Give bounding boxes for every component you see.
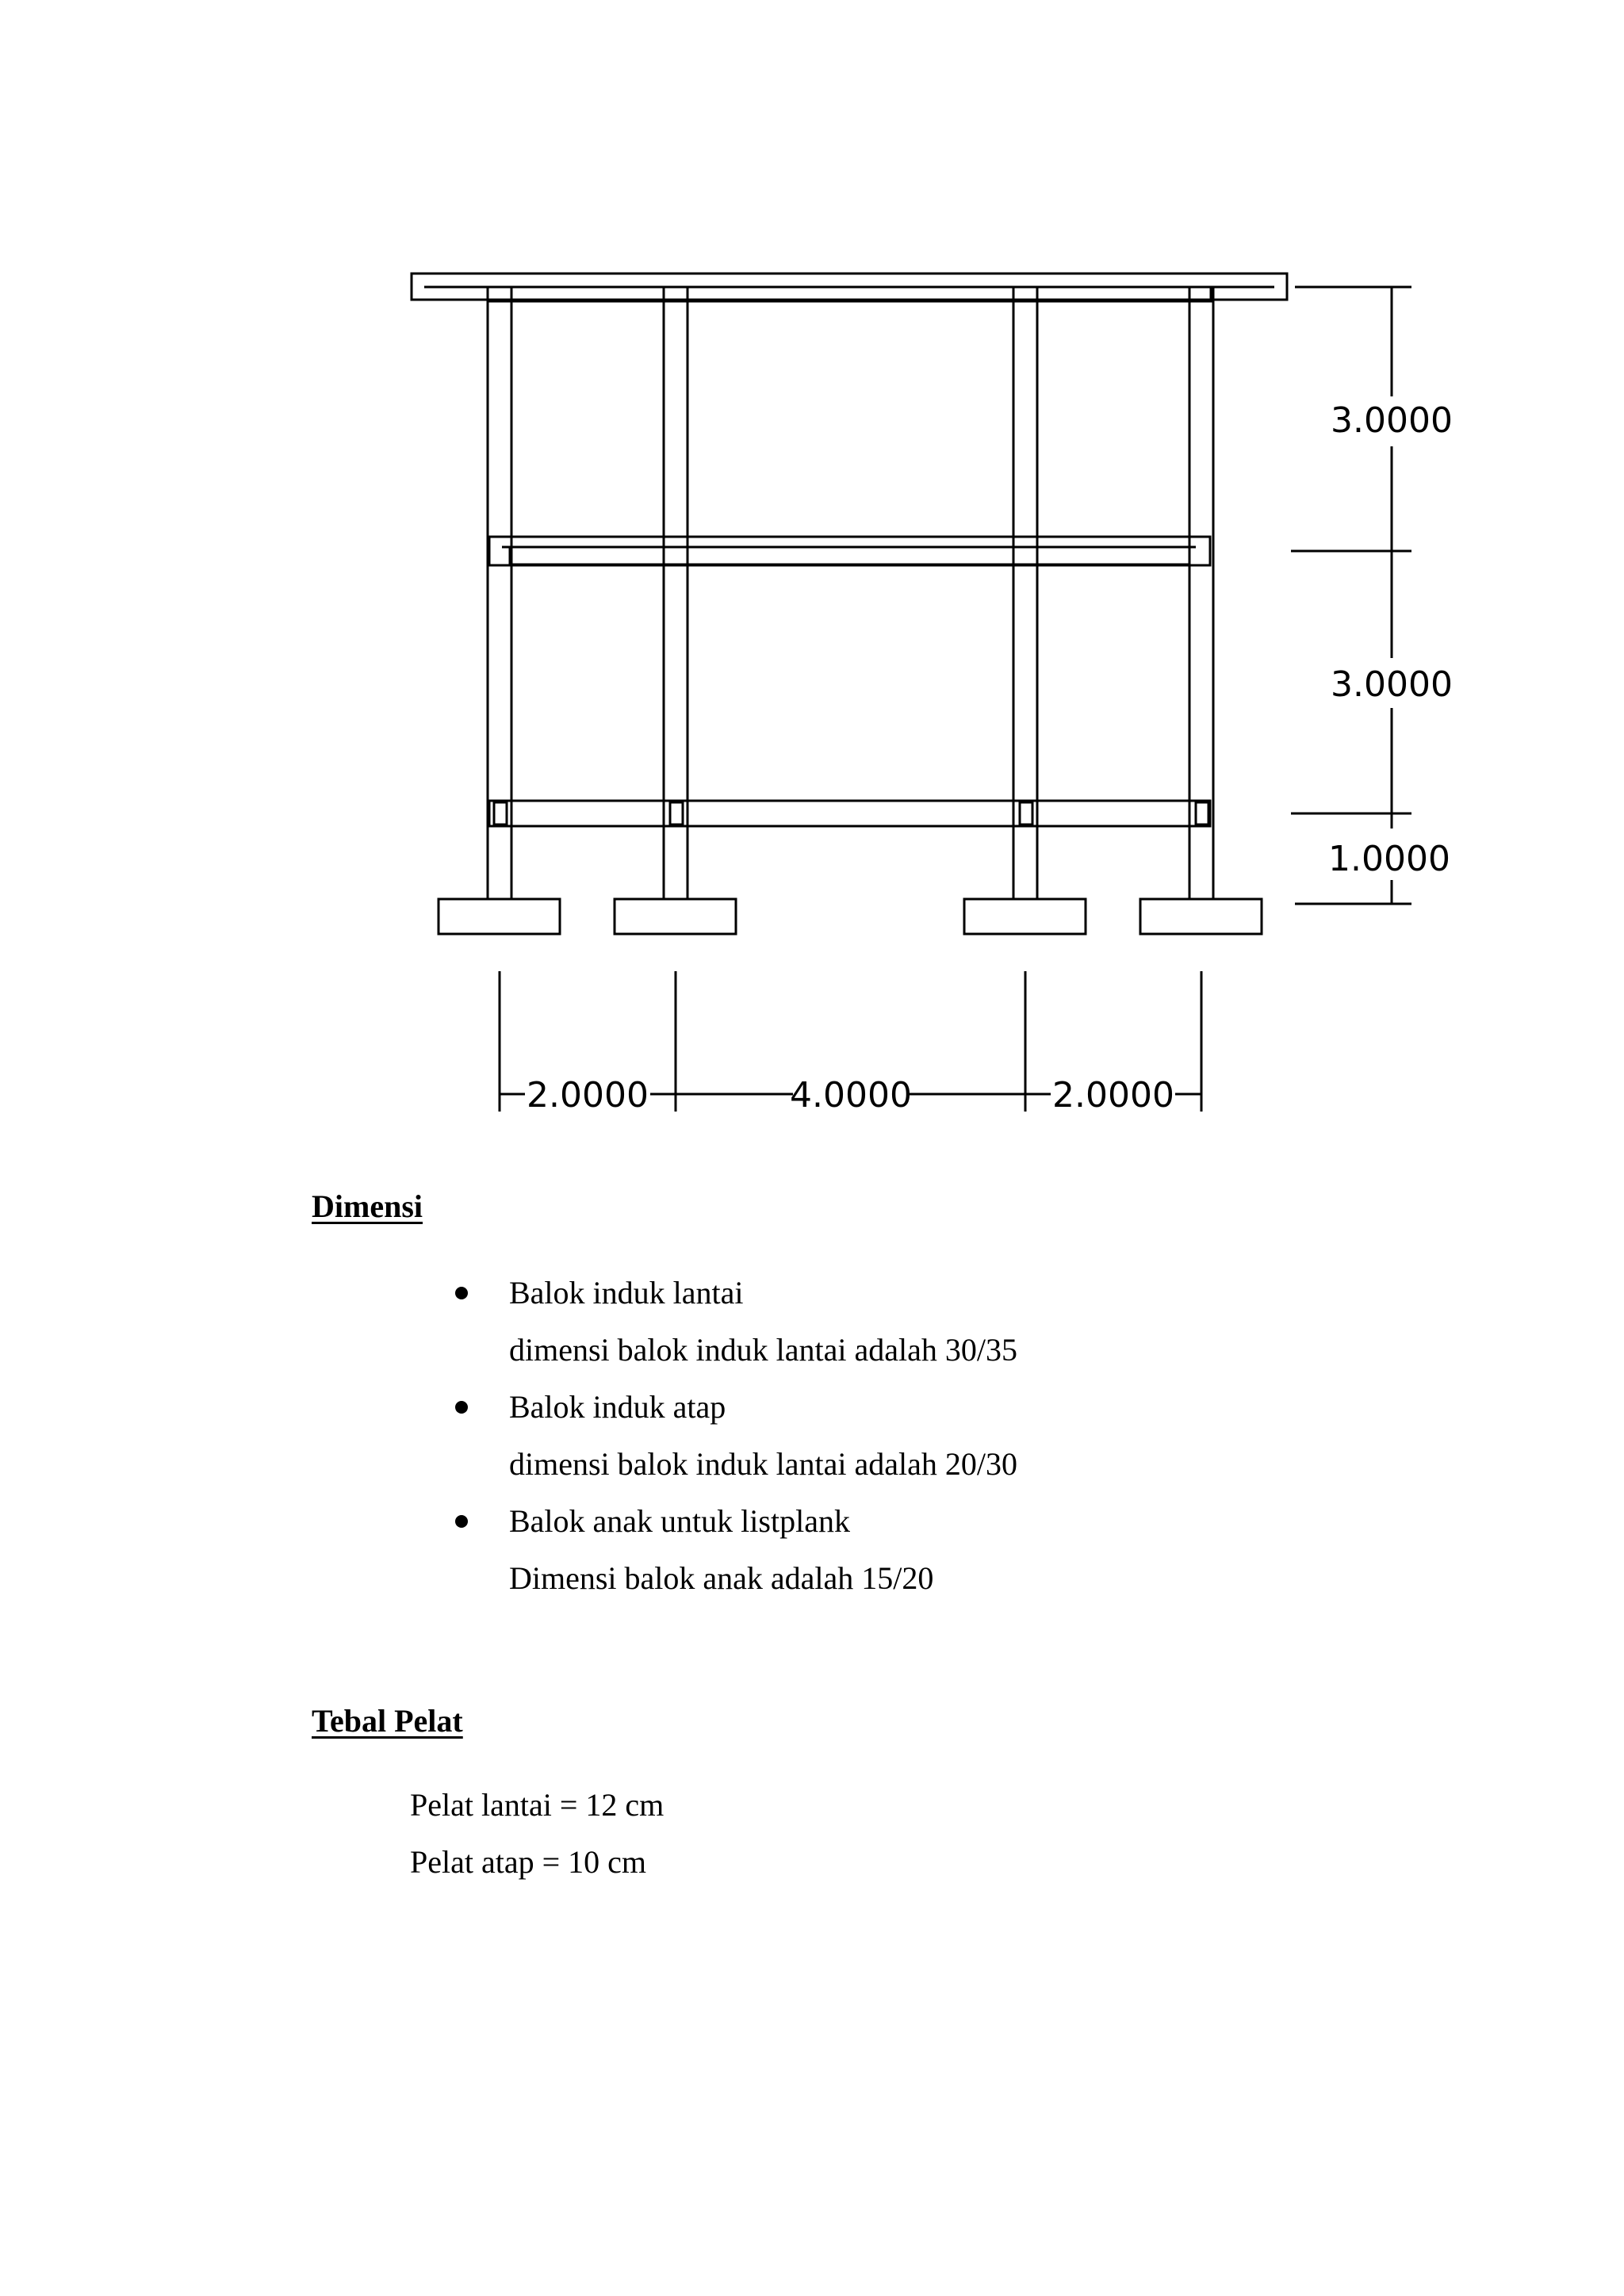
- column-1: [488, 287, 511, 899]
- list-item-title: Balok anak untuk listplank: [509, 1503, 850, 1539]
- tebal-pelat-heading: Tebal Pelat: [312, 1703, 463, 1739]
- floor-beam: [510, 547, 1189, 564]
- list-item-detail: dimensi balok induk lantai adalah 20/30: [509, 1446, 1017, 1482]
- list-item-detail: dimensi balok induk lantai adalah 30/35: [509, 1332, 1017, 1368]
- footing-3: [964, 899, 1086, 934]
- span-dim-right: 2.0000: [1052, 1075, 1174, 1115]
- bullet-icon: [455, 1515, 468, 1528]
- footing-1: [439, 899, 560, 934]
- floor-slab: [489, 537, 1210, 565]
- height-dim-lower-story: 3.0000: [1331, 664, 1453, 705]
- height-dim-upper-story: 3.0000: [1331, 400, 1453, 441]
- list-item: [455, 1379, 1017, 1493]
- footing-4: [1140, 899, 1262, 934]
- column-2: [664, 287, 688, 899]
- bullet-icon: [455, 1287, 468, 1299]
- tie-beam: [489, 801, 1210, 826]
- list-item: [455, 1493, 1017, 1607]
- column-3: [1013, 287, 1037, 899]
- plate-thickness-list: [410, 1777, 664, 1891]
- plate-line-lantai: Pelat lantai = 12 cm: [410, 1787, 665, 1823]
- column-4: [1189, 287, 1213, 899]
- span-dim-middle: 4.0000: [790, 1075, 912, 1115]
- height-dimension-chain: [1291, 287, 1411, 904]
- list-item-title: Balok induk lantai: [509, 1275, 744, 1311]
- bullet-icon: [455, 1401, 468, 1414]
- dimensi-list: [455, 1265, 1017, 1607]
- height-dim-footing: 1.0000: [1328, 839, 1450, 879]
- dimensi-heading: Dimensi: [312, 1188, 423, 1224]
- footing-2: [615, 899, 736, 934]
- list-item: [455, 1265, 1017, 1379]
- list-item-detail: Dimensi balok anak adalah 15/20: [509, 1560, 934, 1596]
- list-item-title: Balok induk atap: [509, 1389, 726, 1425]
- plate-line-atap: Pelat atap = 10 cm: [410, 1844, 647, 1880]
- span-dim-left: 2.0000: [527, 1075, 649, 1115]
